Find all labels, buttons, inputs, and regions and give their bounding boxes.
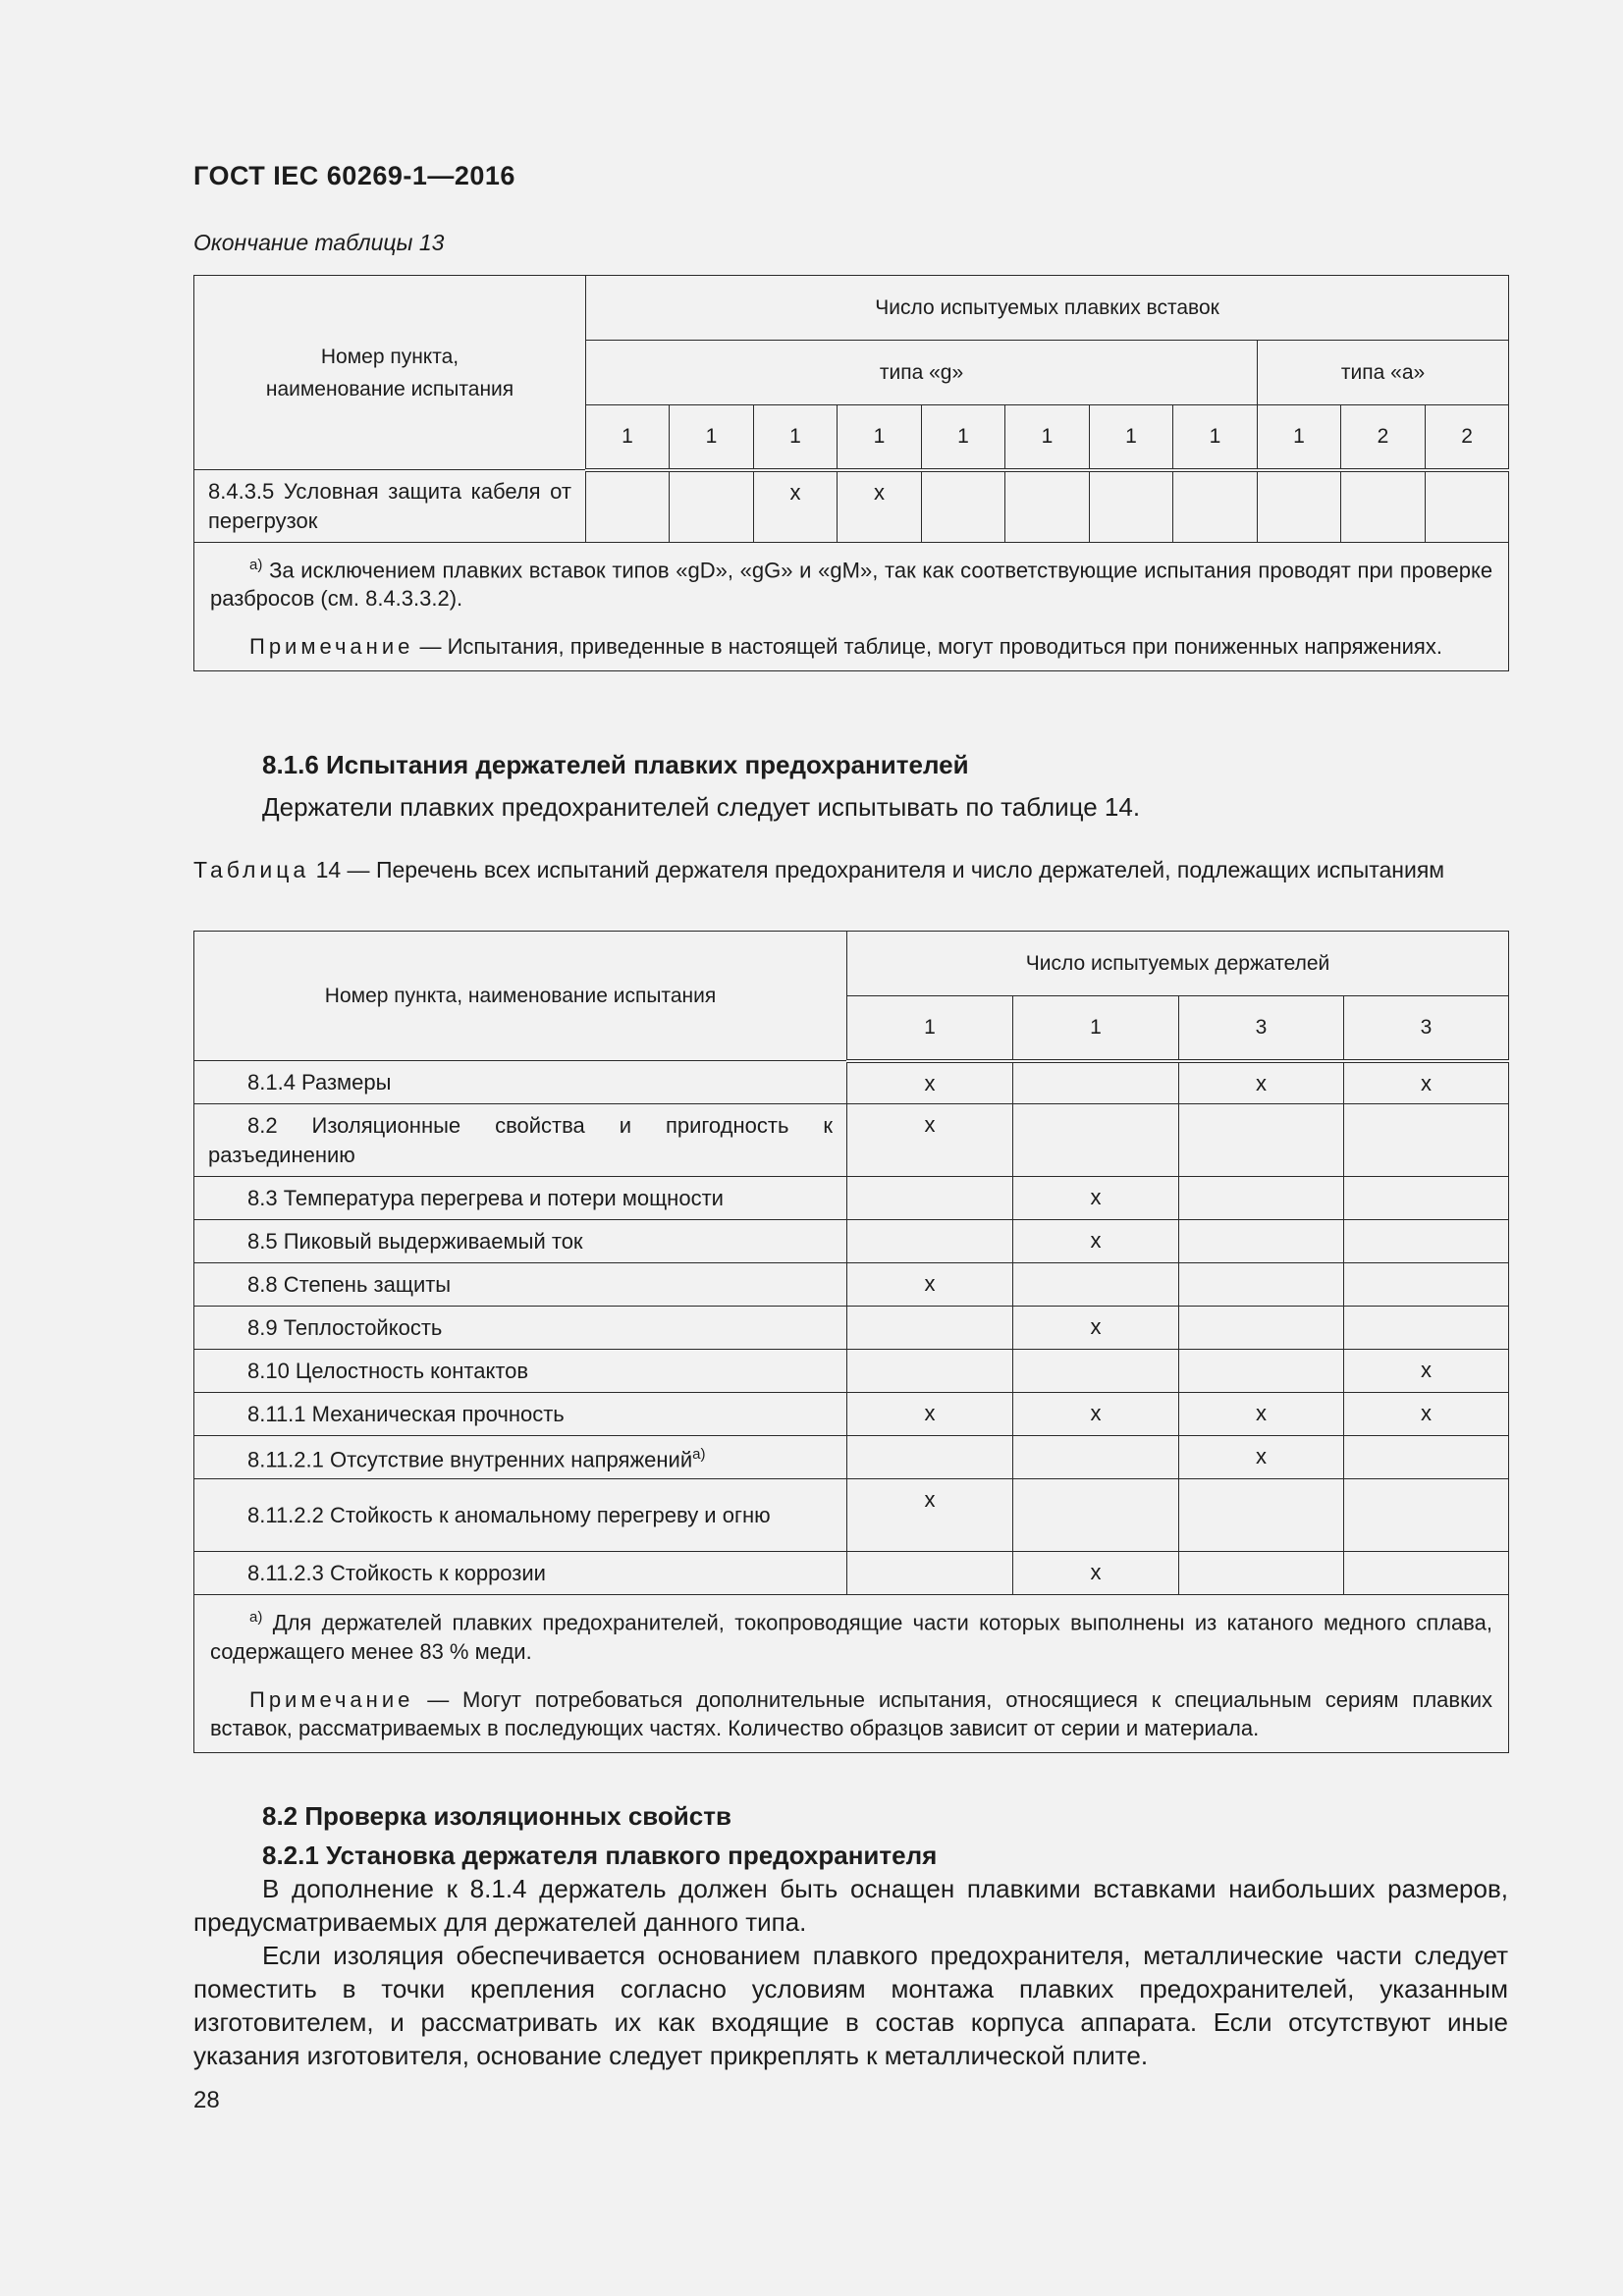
table14-cell [1013,1350,1179,1393]
table14-cell: x [1013,1177,1179,1220]
note-label: Примечание [249,1686,414,1712]
table14-row-label: 8.10 Целостность контактов [194,1350,847,1393]
table13-type-a: типа «a» [1258,341,1509,405]
table14-cell [1344,1220,1509,1263]
table14-cell [1013,1263,1179,1307]
table13-cell: x [838,470,922,543]
table14-cell: x [1344,1350,1509,1393]
table14-notes [194,1595,1509,1752]
table13-count: 2 [1341,405,1426,470]
table13-count: 1 [922,405,1005,470]
table13-count: 1 [1173,405,1258,470]
table14-cell [1179,1177,1344,1220]
table14-row-label: 8.3 Температура перегрева и потери мощности [194,1177,847,1220]
table-row [194,1307,1509,1350]
table14-cell [1179,1220,1344,1263]
table13-notes [194,543,1509,671]
table13-row-label: 8.4.3.5 Условная защита кабеля от перегрузок [194,470,586,543]
table14-cell: x [847,1479,1013,1552]
table14-cell: x [1344,1061,1509,1104]
table13-count: 1 [670,405,754,470]
table13-count: 1 [1005,405,1090,470]
table14-cell: x [1179,1393,1344,1436]
table13-type-g: типа «g» [586,341,1258,405]
table-row [194,1350,1509,1393]
table13-cell [1426,470,1509,543]
footnote-mark: a) [692,1446,706,1463]
footnote-mark: a) [249,1609,263,1627]
table14-note: — Могут потребоваться дополнительные испытания, относящиеся к специальным сериям плавких вставок, рассматриваемых в последующих частях. Количество образцов зависит от серии и материала. [210,1686,1492,1740]
page-number: 28 [193,2087,220,2113]
table14-footnote: Для держателей плавких предохранителей, токопроводящие части которых выполнены из катаного медного сплава, содержащего менее 83 % меди. [210,1610,1492,1664]
table14-cell [1179,1479,1344,1552]
table14-cell: x [847,1061,1013,1104]
table13-header-left: Номер пункта, наименование испытания [194,276,586,470]
table14-cell [1013,1104,1179,1177]
table13-footnote: За исключением плавких вставок типов «gD», «gG» и «gM», так как соответствующие испытания проводят при проверке разбросов (см. 8.4.3.3.2). [210,558,1493,612]
table-row [194,1393,1509,1436]
table14-cell: x [1013,1307,1179,1350]
table14-cell [1344,1436,1509,1479]
table-row [194,470,1509,543]
table14-cell: x [1013,1552,1179,1595]
table14-cell [847,1177,1013,1220]
table14-header-left: Номер пункта, наименование испытания [194,932,847,1061]
table-14 [193,931,1509,1753]
table14-cell [1179,1263,1344,1307]
table13-count: 1 [838,405,922,470]
table14-count: 3 [1179,996,1344,1061]
table14-row-label: 8.1.4 Размеры [194,1061,847,1104]
table-row [194,1436,1509,1479]
table14-cell [847,1220,1013,1263]
section-821-body [193,1872,1508,2072]
table14-group-header: Число испытуемых держателей [847,932,1509,996]
table14-cell [1344,1104,1509,1177]
table13-count: 1 [586,405,670,470]
table14-cell [1179,1552,1344,1595]
table14-title: Таблица 14 — Перечень всех испытаний держателя предохранителя и число держателей, подлежащих испытаниям [193,857,1445,882]
section-816-text: Держатели плавких предохранителей следует испытывать по таблице 14. [262,792,1141,822]
table13-cell [1341,470,1426,543]
table13-cell [670,470,754,543]
table-row [194,1220,1509,1263]
table14-cell [847,1350,1013,1393]
table14-cell [1013,1479,1179,1552]
table13-count: 1 [754,405,838,470]
table13-cell [1173,470,1258,543]
table-row [194,1104,1509,1177]
table13-caption: Окончание таблицы 13 [193,230,445,255]
table14-cell: x [1013,1393,1179,1436]
table14-cell: x [1179,1436,1344,1479]
table14-cell: x [1344,1393,1509,1436]
table14-row-label: 8.11.2.1 Отсутствие внутренних напряжений$^{a)}$ [194,1436,847,1479]
table14-row-label: 8.11.2.2 Стойкость к аномальному перегреву и огню [194,1479,847,1552]
table14-cell [1344,1552,1509,1595]
table13-cell [586,470,670,543]
table14-row-label: 8.2 Изоляционные свойства и пригодность к разъединению [194,1104,847,1177]
table13-cell [1005,470,1090,543]
table14-cell: x [847,1104,1013,1177]
table14-cell: x [1179,1061,1344,1104]
table13-count: 2 [1426,405,1509,470]
table-row [194,1552,1509,1595]
table14-cell [847,1436,1013,1479]
table14-count: 1 [1013,996,1179,1061]
table14-count: 3 [1344,996,1509,1061]
footnote-mark: a) [249,557,263,573]
table14-cell: x [847,1263,1013,1307]
table14-cell [1179,1307,1344,1350]
table-row [194,1263,1509,1307]
table-13 [193,275,1509,671]
table14-cell [847,1307,1013,1350]
table14-cell [1179,1104,1344,1177]
section-821-heading: 8.2.1 Установка держателя плавкого предохранителя [262,1841,938,1870]
table13-cell [922,470,1005,543]
table14-row-label: 8.8 Степень защиты [194,1263,847,1307]
table14-cell [1013,1061,1179,1104]
table14-row-label: 8.5 Пиковый выдерживаемый ток [194,1220,847,1263]
table14-cell [847,1552,1013,1595]
table13-count: 1 [1090,405,1173,470]
table14-cell [1344,1307,1509,1350]
table14-cell [1344,1177,1509,1220]
table13-note: — Испытания, приведенные в настоящей таблице, могут проводиться при пониженных напряжениях. [413,634,1442,660]
table13-group-header: Число испытуемых плавких вставок [586,276,1509,341]
table13-cell [1258,470,1341,543]
table13-cell [1090,470,1173,543]
table14-cell [1344,1263,1509,1307]
section-82-heading: 8.2 Проверка изоляционных свойств [262,1801,731,1831]
table13-count: 1 [1258,405,1341,470]
table14-row-label: 8.11.1 Механическая прочность [194,1393,847,1436]
table-row [194,1479,1509,1552]
paragraph: Если изоляция обеспечивается основанием плавкого предохранителя, металлические части следует поместить в точки крепления согласно условиям монтажа плавких предохранителей, указанным изготовителем, и рассматривать их как входящие в состав корпуса аппарата. Если отсутствуют иные указания изготовителя, основание следует прикреплять к металлической плите. [193,1941,1508,2070]
paragraph: В дополнение к 8.1.4 держатель должен быть оснащен плавкими вставками наибольших размеров, предусматриваемых для держателей данного типа. [193,1874,1508,1937]
note-label: Примечание [249,634,414,660]
table14-count: 1 [847,996,1013,1061]
table14-cell [1013,1436,1179,1479]
table14-row-label: 8.9 Теплостойкость [194,1307,847,1350]
section-816-heading: 8.1.6 Испытания держателей плавких предохранителей [262,750,969,779]
table-row [194,1177,1509,1220]
table14-cell: x [1013,1220,1179,1263]
table14-cell [1179,1350,1344,1393]
table14-cell [1344,1479,1509,1552]
table14-cell: x [847,1393,1013,1436]
table14-row-label: 8.11.2.3 Стойкость к коррозии [194,1552,847,1595]
table-row [194,1061,1509,1104]
document-id: ГОСТ IEC 60269-1—2016 [193,161,515,190]
table13-cell: x [754,470,838,543]
